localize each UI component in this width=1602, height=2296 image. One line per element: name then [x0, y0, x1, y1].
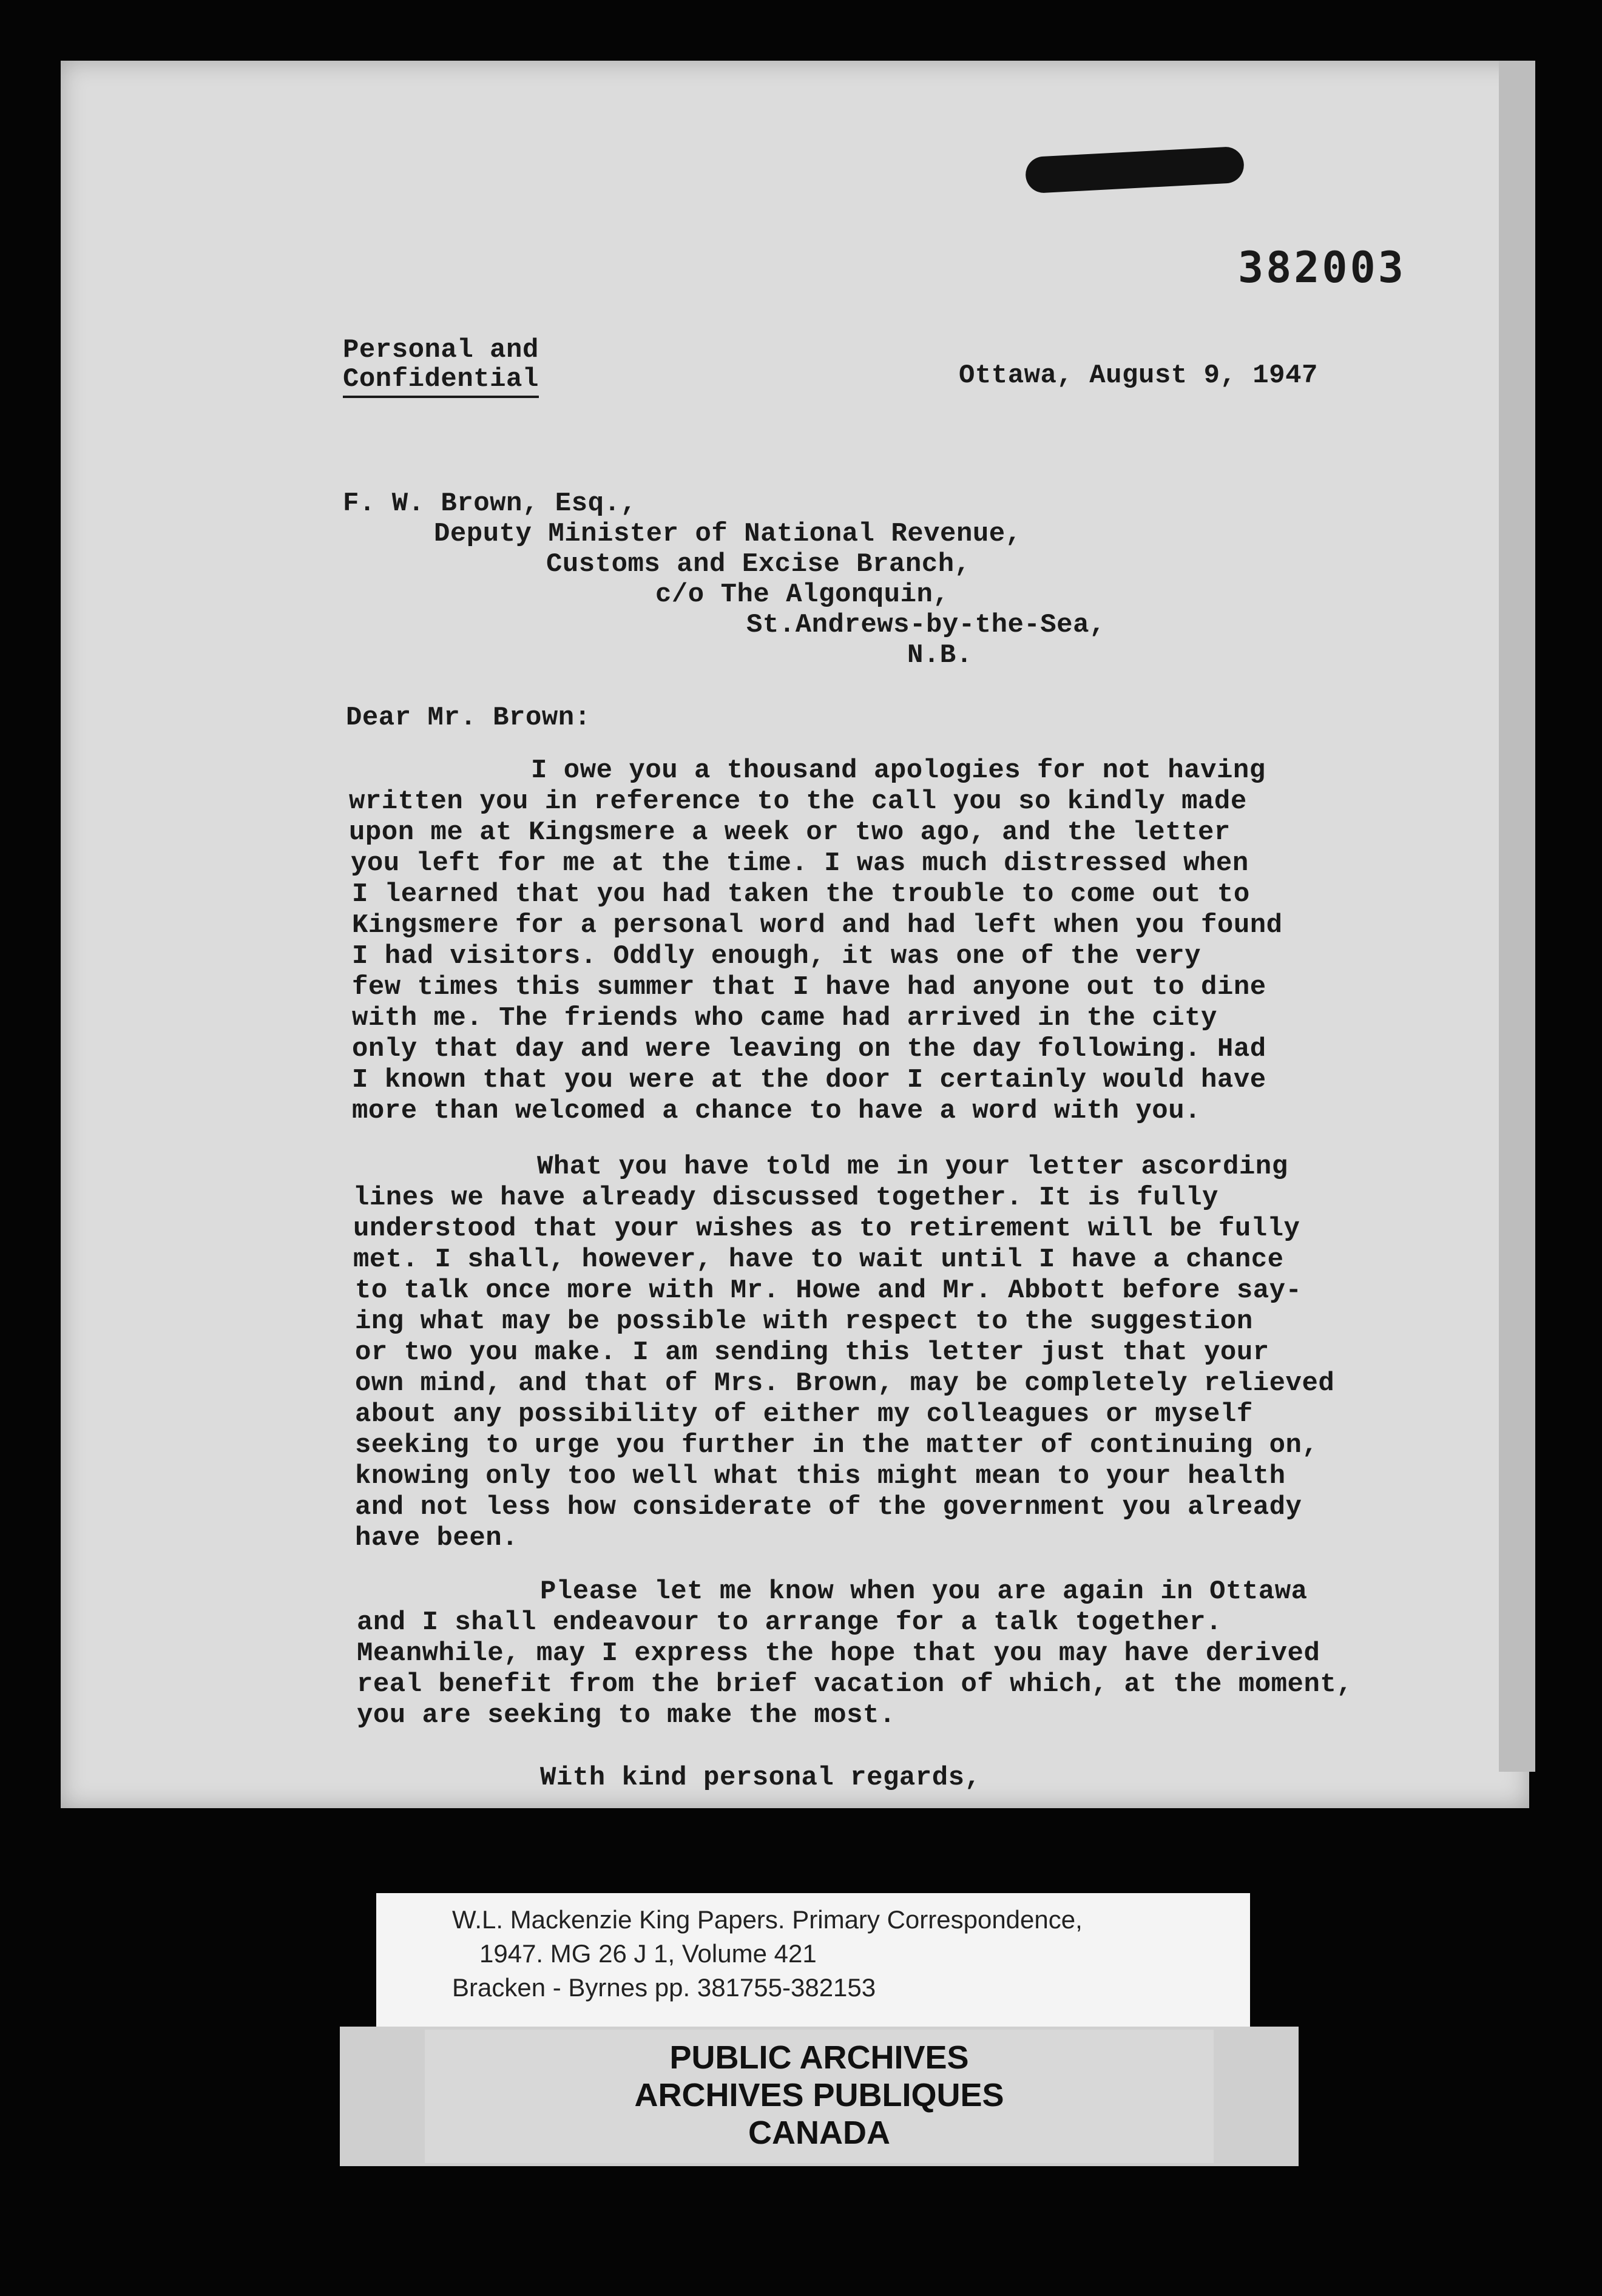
closing: With kind personal regards,	[540, 1763, 981, 1793]
paragraph-2-line: What you have told me in your letter ascording	[537, 1152, 1288, 1182]
stamp-line: ARCHIVES PUBLIQUES	[634, 2077, 1004, 2113]
paragraph-2-line: have been.	[355, 1523, 519, 1553]
paragraph-1-line: only that day and were leaving on the day following. Had	[352, 1034, 1266, 1064]
paragraph-3-line: Please let me know when you are again in Ottawa	[540, 1576, 1308, 1607]
address-line: St.Andrews-by-the-Sea,	[746, 610, 1106, 640]
archive-label-line: W.L. Mackenzie King Papers. Primary Correspondence,	[452, 1905, 1083, 1934]
salutation: Dear Mr. Brown:	[346, 703, 591, 733]
page-edge	[1499, 61, 1535, 1772]
paragraph-1-line: more than welcomed a chance to have a word with you.	[352, 1096, 1202, 1126]
paragraph-3-line: you are seeking to make the most.	[357, 1700, 896, 1730]
paragraph-2-line: about any possibility of either my colleagues or myself	[355, 1399, 1253, 1430]
paragraph-1-line: Kingsmere for a personal word and had left when you found	[352, 910, 1283, 940]
paragraph-1-line: I had visitors. Oddly enough, it was one of the very	[352, 941, 1202, 971]
address-line: N.B.	[907, 640, 973, 670]
paragraph-2-line: ing what may be possible with respect to the suggestion	[355, 1306, 1253, 1337]
address-line: Customs and Excise Branch,	[546, 549, 971, 579]
archive-label-line: Bracken - Byrnes pp. 381755-382153	[452, 1973, 876, 2002]
paragraph-1-line: I known that you were at the door I certainly would have	[352, 1065, 1266, 1095]
paragraph-2-line: own mind, and that of Mrs. Brown, may be completely relieved	[355, 1368, 1335, 1399]
paragraph-1-line: with me. The friends who came had arrived in the city	[352, 1003, 1217, 1033]
paragraph-2-line: understood that your wishes as to retirement will be fully	[353, 1214, 1300, 1244]
heading-confidential: Confidential	[343, 364, 539, 398]
paragraph-3-line: Meanwhile, may I express the hope that you may have derived	[357, 1638, 1320, 1669]
heading-personal: Personal and	[343, 335, 539, 365]
date-line: Ottawa, August 9, 1947	[959, 360, 1318, 391]
paragraph-3-line: and I shall endeavour to arrange for a talk together.	[357, 1607, 1222, 1638]
paragraph-2-line: knowing only too well what this might mean to your health	[355, 1461, 1286, 1491]
paragraph-1-line: I learned that you had taken the trouble to come out to	[352, 879, 1250, 910]
paragraph-1-line: written you in reference to the call you so kindly made	[349, 786, 1247, 817]
paragraph-2-line: lines we have already discussed together. It is fully	[353, 1183, 1218, 1213]
paragraph-1-line: few times this summer that I have had anyone out to dine	[352, 972, 1266, 1002]
paragraph-2-line: and not less how considerate of the government you already	[355, 1492, 1302, 1522]
address-line: F. W. Brown, Esq.,	[343, 488, 637, 519]
stamp-line: PUBLIC ARCHIVES	[669, 2039, 969, 2076]
paragraph-2-line: met. I shall, however, have to wait until I have a chance	[353, 1244, 1284, 1275]
address-line: Deputy Minister of National Revenue,	[434, 519, 1022, 549]
archive-label-line: 1947. MG 26 J 1, Volume 421	[479, 1939, 817, 1968]
paragraph-1-line: you left for me at the time. I was much distressed when	[351, 848, 1249, 879]
paragraph-2-line: seeking to urge you further in the matter of continuing on,	[355, 1430, 1319, 1460]
paragraph-2-line: to talk once more with Mr. Howe and Mr. Abbott before say-	[355, 1275, 1302, 1306]
document-number: 382003	[1238, 243, 1406, 292]
paragraph-1-line: upon me at Kingsmere a week or two ago, and the letter	[349, 817, 1231, 848]
address-line: c/o The Algonquin,	[655, 579, 950, 610]
paragraph-1-line: I owe you a thousand apologies for not having	[531, 755, 1266, 786]
stamp-line: CANADA	[748, 2115, 890, 2151]
paragraph-2-line: or two you make. I am sending this letter just that your	[355, 1337, 1269, 1368]
paragraph-3-line: real benefit from the brief vacation of which, at the moment,	[357, 1669, 1353, 1700]
